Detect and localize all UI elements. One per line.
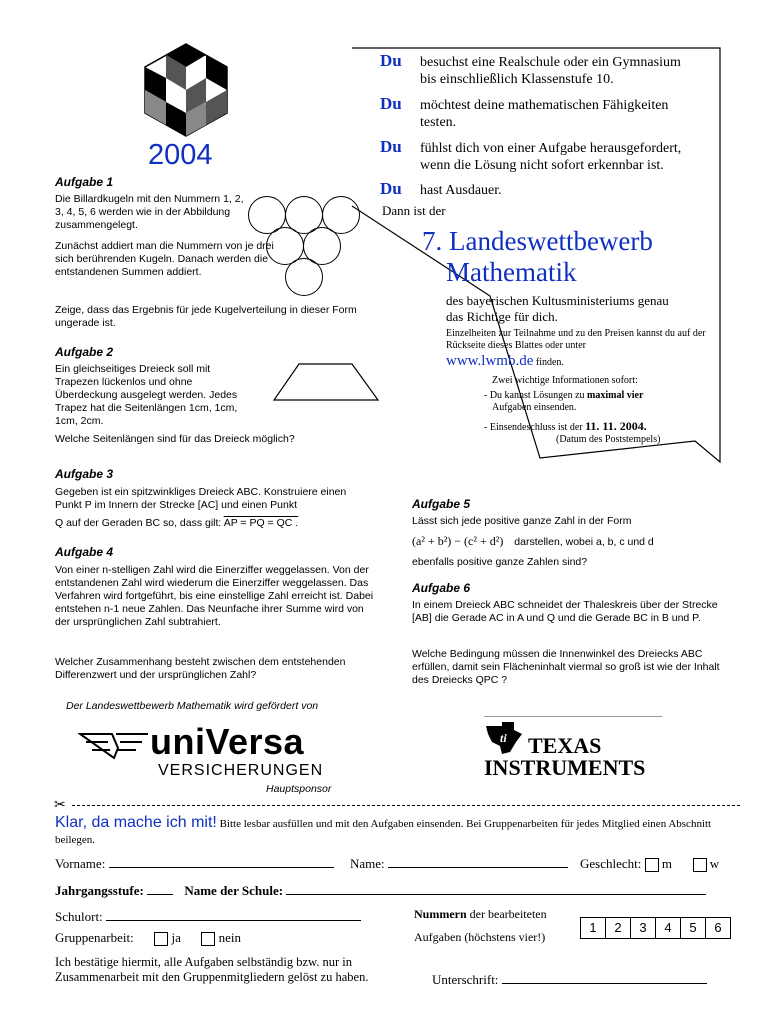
universa-wings-icon <box>78 728 150 764</box>
info-head: Zwei wichtige Informationen sofort: <box>492 375 638 386</box>
number-box[interactable]: 1 <box>580 917 606 939</box>
billiard-ball <box>285 258 323 296</box>
gruppenarbeit-label: Gruppenarbeit: <box>55 930 134 945</box>
du-word: Du <box>380 51 402 70</box>
info2-pre: - Einsendeschluss ist der <box>484 422 583 433</box>
contest-title-2: Mathematik <box>446 257 577 287</box>
info1-pre: - Du kannst Lösungen zu <box>484 390 585 401</box>
unterschrift-field[interactable] <box>502 983 707 984</box>
du-word: Du <box>380 179 402 198</box>
trapezoid-figure <box>272 362 382 402</box>
sponsor-line: Der Landeswettbewerb Mathematik wird gefördert von <box>66 700 319 712</box>
details-text: Einzelheiten zur Teilnahme und zu den Preisen kannst du auf der Rückseite dieses Blattes oder unter <box>446 328 706 351</box>
a2-head: Aufgabe 2 <box>55 345 114 359</box>
du-text: fühlst dich von einer Aufgabe herausgefordert, wenn die Lösung nicht sofort erkennbar ist. <box>420 141 682 173</box>
info-2 <box>484 420 704 434</box>
a3-p2: Q auf der Geraden BC so, dass gilt: <box>55 517 222 529</box>
dann-text: Dann ist der <box>382 203 446 218</box>
bestaetigung: Ich bestätige hiermit, alle Aufgaben selbständig bzw. nur in Zusammenarbeit mit den Gruppenmitgliedern gelöst zu haben. <box>55 955 369 984</box>
number-box[interactable]: 4 <box>655 917 681 939</box>
schulort-field[interactable] <box>106 920 361 921</box>
ja-label: ja <box>171 930 181 945</box>
schule-label: Name der Schule: <box>184 883 284 898</box>
a3-eq: AP = PQ = QC . <box>223 517 299 529</box>
du-text: hast Ausdauer. <box>420 183 502 198</box>
number-box[interactable]: 3 <box>630 917 656 939</box>
du-text: möchtest deine mathematischen Fähigkeiten testen. <box>420 98 669 130</box>
vorname-field[interactable] <box>109 867 334 868</box>
du-line-2 <box>380 94 695 130</box>
a1-p1: Die Billardkugeln mit den Nummern 1, 2, 3, 4, 5, 6 werden wie in der Abbildung zusammengelegt. <box>55 193 244 231</box>
info1-bold: maximal vier <box>587 390 644 401</box>
a3-head: Aufgabe 3 <box>55 467 114 481</box>
nein-label: nein <box>218 930 241 945</box>
gruppenarbeit-row <box>55 930 241 946</box>
a5-line2 <box>412 535 732 549</box>
info2-note: (Datum des Poststempels) <box>556 434 661 445</box>
sponsor-rule <box>484 716 662 717</box>
schule-field[interactable] <box>286 894 706 895</box>
checkbox-w[interactable] <box>693 858 707 872</box>
schulort-label: Schulort: <box>55 909 103 924</box>
a5-p2: darstellen, wobei a, b, c und d <box>514 536 654 548</box>
a5-formula: (a² + b²) − (c² + d²) <box>412 534 504 548</box>
a4-p2: Welcher Zusammenhang besteht zwischen dem entstehenden Differenzwert und der ursprünglichen Zahl? <box>55 656 346 681</box>
m-label: m <box>661 856 672 871</box>
website-link[interactable]: www.lwmb.de <box>446 353 534 369</box>
a4-head: Aufgabe 4 <box>55 545 114 559</box>
jahrgang-label: Jahrgangsstufe: <box>55 883 144 898</box>
year: 2004 <box>148 139 213 171</box>
contest-title-1: 7. Landeswettbewerb <box>422 226 653 256</box>
hauptsponsor: Hauptsponsor <box>266 783 332 795</box>
checkbox-m[interactable] <box>645 858 659 872</box>
number-box[interactable]: 6 <box>705 917 731 939</box>
du-line-3 <box>380 137 695 173</box>
du-text: besuchst eine Realschule oder ein Gymnasium bis einschließlich Klassenstufe 10. <box>420 55 681 87</box>
unterschrift-row <box>432 972 707 988</box>
cube-logo <box>143 42 229 138</box>
klar-title: Klar, da mache ich mit! <box>55 814 217 831</box>
a5-p3: ebenfalls positive ganze Zahlen sind? <box>412 556 588 568</box>
a6-p2: Welche Bedingung müssen die Innenwinkel des Dreiecks ABC erfüllen, damit sein Flächeninhalt viermal so groß ist wie der Inhalt des Dreiecks QPC ? <box>412 648 720 686</box>
texas-text-1: TEXAS <box>528 733 602 758</box>
du-word: Du <box>380 137 402 156</box>
universa-logo-text: uniVersa <box>150 721 305 762</box>
checkbox-ja[interactable] <box>154 932 168 946</box>
a4-p1: Von einer n-stelligen Zahl wird die Einerziffer weggelassen. Von der entstandenen Zahl wird wiederum die Einerziffer weggelassen. Das Verfahren wird fortgeführt, bis eine einstellige Zahl erreicht ist. Dabei entstehen n-1 neue Zahlen. Das Neunfache ihrer Summe wird von der ursprünglichen Zahl subtrahiert. <box>55 564 374 628</box>
du-line-4 <box>380 180 695 199</box>
jahrgang-field[interactable] <box>147 894 173 895</box>
nummern-bold: Nummern <box>414 907 467 921</box>
a3-p1: Gegeben ist ein spitzwinkliges Dreieck ABC. Konstruiere einen Punkt P im Innern der Strecke [AC] und einen Punkt <box>55 486 347 511</box>
a6-head: Aufgabe 6 <box>412 581 471 595</box>
a2-p1: Ein gleichseitiges Dreieck soll mit Trapezen lückenlos und ohne Überdeckung ausgelegt werden. Jedes Trapez hat die Seitenlängen 1cm, 1cm, 1cm, 2cm. <box>55 363 238 427</box>
unterschrift-label: Unterschrift: <box>432 972 499 987</box>
nummern-rest: der bearbeiteten <box>469 907 547 921</box>
website-line <box>446 353 564 370</box>
klar-text: Bitte lesbar ausfüllen und mit den Aufgaben einsenden. Bei Gruppenarbeiten für jedes Mitglied einen Abschnitt beilegen. <box>55 818 712 846</box>
vorname-label: Vorname: <box>55 856 106 871</box>
svg-text:ti: ti <box>500 731 507 745</box>
a1-head: Aufgabe 1 <box>55 175 114 189</box>
info-1 <box>484 390 704 414</box>
info2-date: 11. 11. 2004. <box>585 419 647 433</box>
universa-subtitle: VERSICHERUNGEN <box>158 762 324 779</box>
a6-p1: In einem Dreieck ABC schneidet der Thaleskreis über der Strecke [AB] die Gerade AC in A und Q und die Gerade BC in B und P. <box>412 599 718 624</box>
a3-line2 <box>55 517 375 530</box>
jahrgang-row <box>55 883 706 899</box>
a1-p2: Zunächst addiert man die Nummern von je drei sich berührenden Kugeln. Danach werden die entstandenen Summen addiert. <box>55 240 274 278</box>
name-field[interactable] <box>388 867 568 868</box>
info1-post: Aufgaben einsenden. <box>492 402 577 413</box>
nummern-label <box>414 907 547 922</box>
vorname-row <box>55 856 334 872</box>
finden-text: finden. <box>535 357 564 368</box>
du-word: Du <box>380 94 402 113</box>
du-line-1 <box>380 51 695 87</box>
schulort-row <box>55 909 361 925</box>
number-box[interactable]: 2 <box>605 917 631 939</box>
number-box[interactable]: 5 <box>680 917 706 939</box>
a5-head: Aufgabe 5 <box>412 497 471 511</box>
geschlecht-row <box>580 856 719 872</box>
texas-logo-icon <box>484 720 524 756</box>
name-row <box>350 856 568 872</box>
cut-line <box>72 805 740 806</box>
ministry-text: des bayerischen Kultusministeriums genau das Richtige für dich. <box>446 293 669 324</box>
name-label: Name: <box>350 856 385 871</box>
a1-p3: Zeige, dass das Ergebnis für jede Kugelverteilung in dieser Form ungerade ist. <box>55 304 357 329</box>
w-label: w <box>709 856 720 871</box>
aufgaben-hoechst: Aufgaben (höchstens vier!) <box>414 930 546 944</box>
a2-p2: Welche Seitenlängen sind für das Dreieck möglich? <box>55 433 295 445</box>
checkbox-nein[interactable] <box>201 932 215 946</box>
a5-p1: Lässt sich jede positive ganze Zahl in der Form <box>412 515 632 527</box>
scissors-icon: ✂ <box>54 796 66 812</box>
geschlecht-label: Geschlecht: <box>580 856 642 871</box>
form-intro <box>55 815 735 848</box>
texas-text-2: INSTRUMENTS <box>484 755 646 780</box>
